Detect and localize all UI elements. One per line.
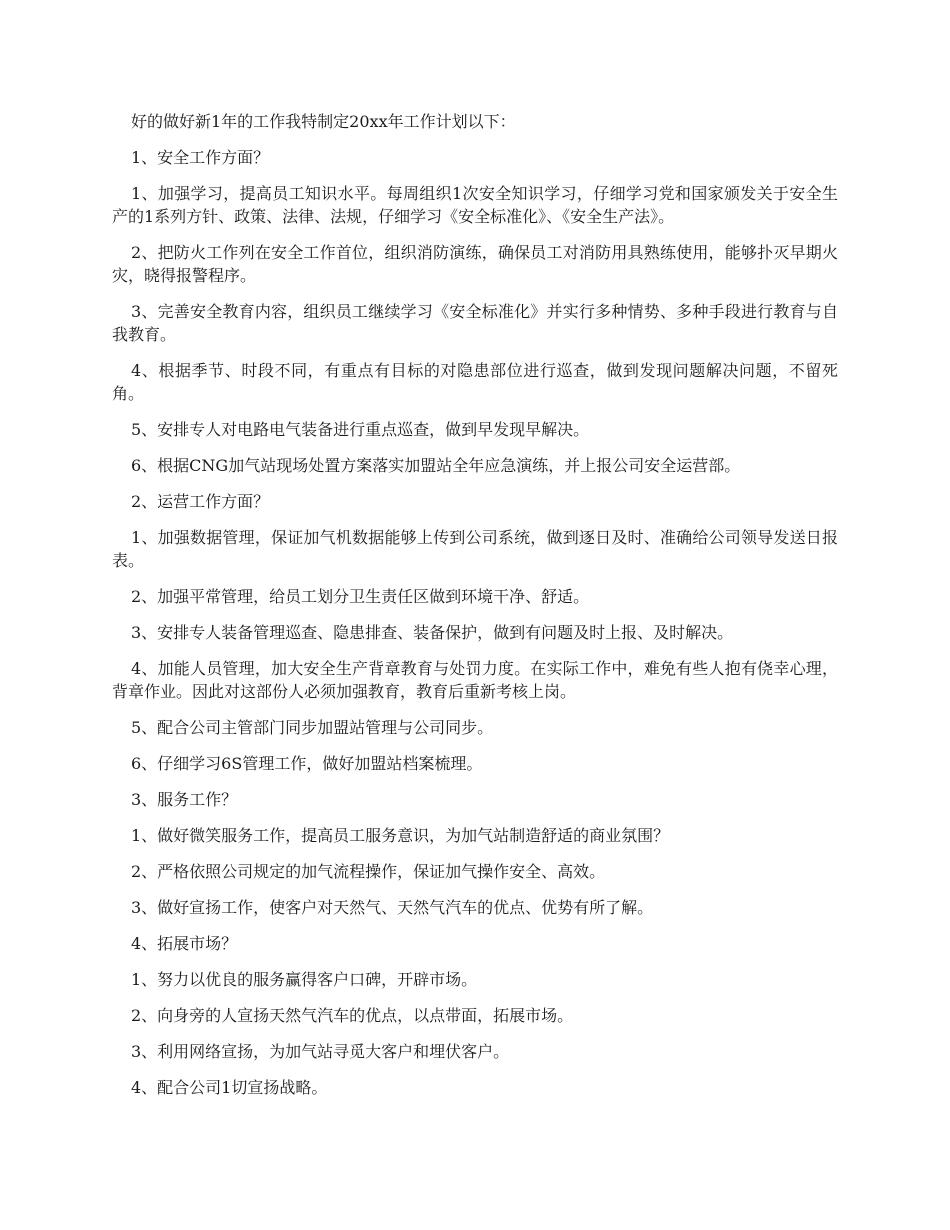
list-item: 1、做好微笑服务工作，提高员工服务意识，为加气站制造舒适的商业氛围？ bbox=[131, 826, 670, 845]
list-item: 2、向身旁的人宣扬天然气汽车的优点，以点带面，拓展市场。 bbox=[131, 1006, 574, 1025]
section-heading-market: 4、拓展市场？ bbox=[131, 934, 238, 953]
list-item: 2、严格依照公司规定的加气流程操作，保证加气操作安全、高效。 bbox=[131, 862, 606, 881]
list-item: 4、根据季节、时段不同，有重点有目标的对隐患部位进行巡查，做到发现问题解决问题，不留死角。 bbox=[112, 361, 838, 403]
list-item: 3、完善安全教育内容，组织员工继续学习《安全标准化》并实行多种情势、多种手段进行教育与自我教育。 bbox=[112, 302, 838, 344]
list-item: 3、做好宣扬工作，使客户对天然气、天然气汽车的优点、优势有所了解。 bbox=[131, 898, 654, 917]
section-heading-service: 3、服务工作？ bbox=[131, 790, 238, 809]
section-heading-safety: 1、安全工作方面？ bbox=[131, 148, 270, 167]
list-item: 5、安排专人对电路电气装备进行重点巡查，做到早发现早解决。 bbox=[131, 420, 590, 439]
section-heading-operations: 2、运营工作方面？ bbox=[131, 492, 270, 511]
list-item: 4、加能人员管理，加大安全生产背章教育与处罚力度。在实际工作中，难免有些人抱有侥幸心理，背章作业。因此对这部份人必须加强教育，教育后重新考核上岗。 bbox=[112, 659, 838, 701]
list-item: 5、配合公司主管部门同步加盟站管理与公司同步。 bbox=[131, 718, 494, 737]
list-item: 1、加强学习，提高员工知识水平。每周组织1次安全知识学习，仔细学习党和国家颁发关于安全生产的1系列方针、政策、法律、法规，仔细学习《安全标准化》、《安全生产法》。 bbox=[112, 184, 838, 226]
list-item: 3、安排专人装备管理巡查、隐患排查、装备保护，做到有问题及时上报、及时解决。 bbox=[131, 623, 734, 642]
list-item: 1、努力以优良的服务赢得客户口碑，开辟市场。 bbox=[131, 970, 478, 989]
list-item: 4、配合公司1切宣扬战略。 bbox=[131, 1078, 328, 1097]
list-item: 3、利用网络宣扬，为加气站寻觅大客户和埋伏客户。 bbox=[131, 1042, 510, 1061]
list-item: 1、加强数据管理，保证加气机数据能够上传到公司系统，做到逐日及时、准确给公司领导发送日报表。 bbox=[112, 528, 838, 570]
list-item: 6、根据CNG加气站现场处置方案落实加盟站全年应急演练，并上报公司安全运营部。 bbox=[131, 456, 741, 475]
intro-paragraph: 好的做好新1年的工作我特制定20xx年工作计划以下： bbox=[131, 112, 516, 131]
list-item: 2、把防火工作列在安全工作首位，组织消防演练，确保员工对消防用具熟练使用，能够扑灭早期火灾，晓得报警程序。 bbox=[112, 243, 838, 285]
list-item: 6、仔细学习6S管理工作，做好加盟站档案梳理。 bbox=[131, 754, 483, 773]
list-item: 2、加强平常管理，给员工划分卫生责任区做到环境干净、舒适。 bbox=[131, 587, 590, 606]
